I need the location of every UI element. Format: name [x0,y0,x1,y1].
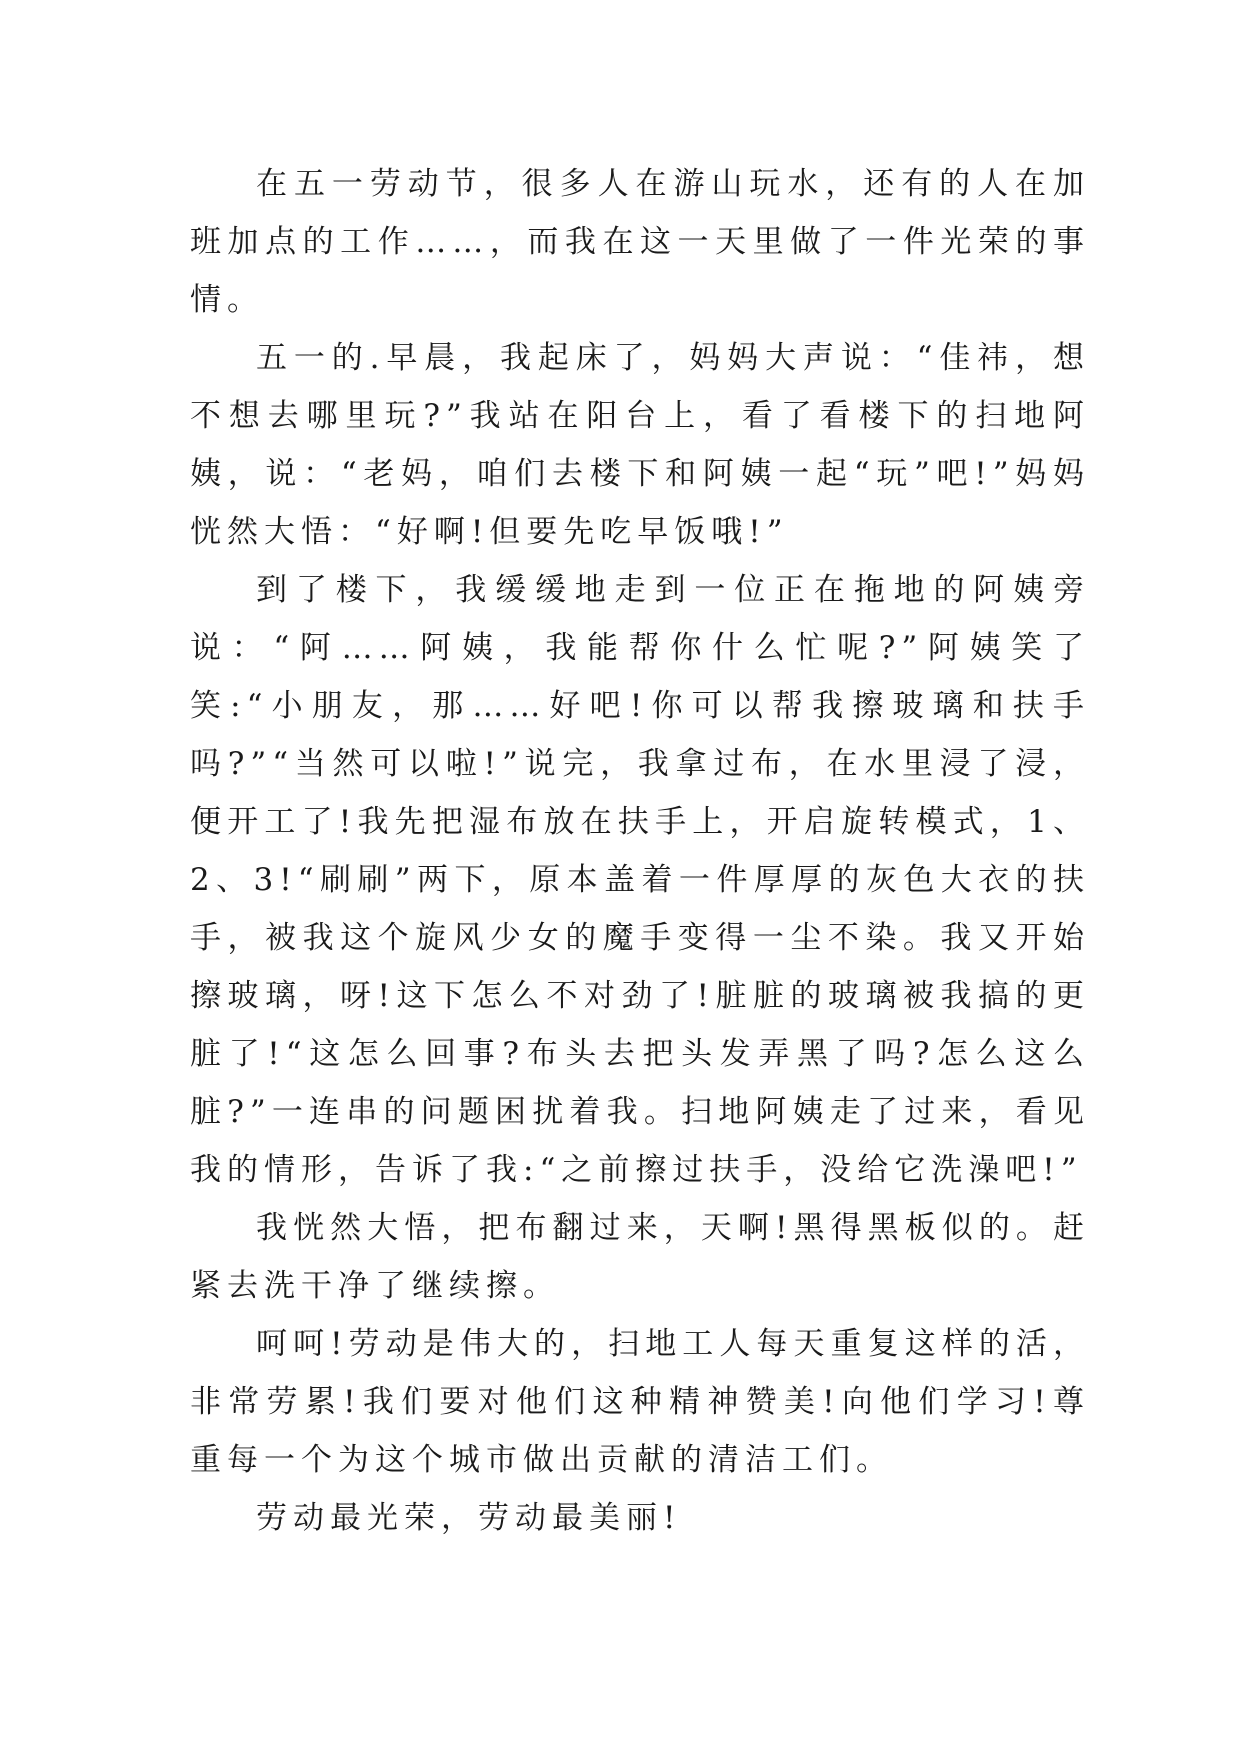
paragraph-4: 我恍然大悟，把布翻过来，天啊!黑得黑板似的。赶紧去洗干净了继续擦。 [190,1210,1090,1304]
document-body [190,155,1090,1547]
paragraph-1: 在五一劳动节，很多人在游山玩水，还有的人在加班加点的工作……，而我在这一天里做了一件光荣的事情。 [190,166,1090,318]
paragraph-6: 劳动最光荣，劳动最美丽! [256,1500,682,1536]
paragraph-3: 到了楼下，我缓缓地走到一位正在拖地的阿姨旁说：“阿……阿姨，我能帮你什么忙呢?”阿姨笑了笑:“小朋友，那……好吧!你可以帮我擦玻璃和扶手吗?”“当然可以啦!”说完，我拿过布，在水里浸了浸，便开工了!我先把湿布放在扶手上，开启旋转模式，1、2、3!“刷刷”两下，原本盖着一件厚厚的灰色大衣的扶手，被我这个旋风少女的魔手变得一尘不染。我又开始擦玻璃，呀!这下怎么不对劲了!脏脏的玻璃被我搞的更脏了!“这怎么回事?布头去把头发弄黑了吗?怎么这么脏?”一连串的问题困扰着我。扫地阿姨走了过来，看见我的情形，告诉了我:“之前擦过扶手，没给它洗澡吧!” [190,572,1090,1188]
paragraph-2: 五一的.早晨，我起床了，妈妈大声说：“佳祎，想不想去哪里玩?”我站在阳台上，看了看楼下的扫地阿姨，说：“老妈，咱们去楼下和阿姨一起“玩”吧!”妈妈恍然大悟：“好啊!但要先吃早饭哦!” [190,340,1090,550]
paragraph-5: 呵呵!劳动是伟大的，扫地工人每天重复这样的活，非常劳累!我们要对他们这种精神赞美!向他们学习!尊重每一个为这个城市做出贡献的清洁工们。 [190,1326,1090,1478]
